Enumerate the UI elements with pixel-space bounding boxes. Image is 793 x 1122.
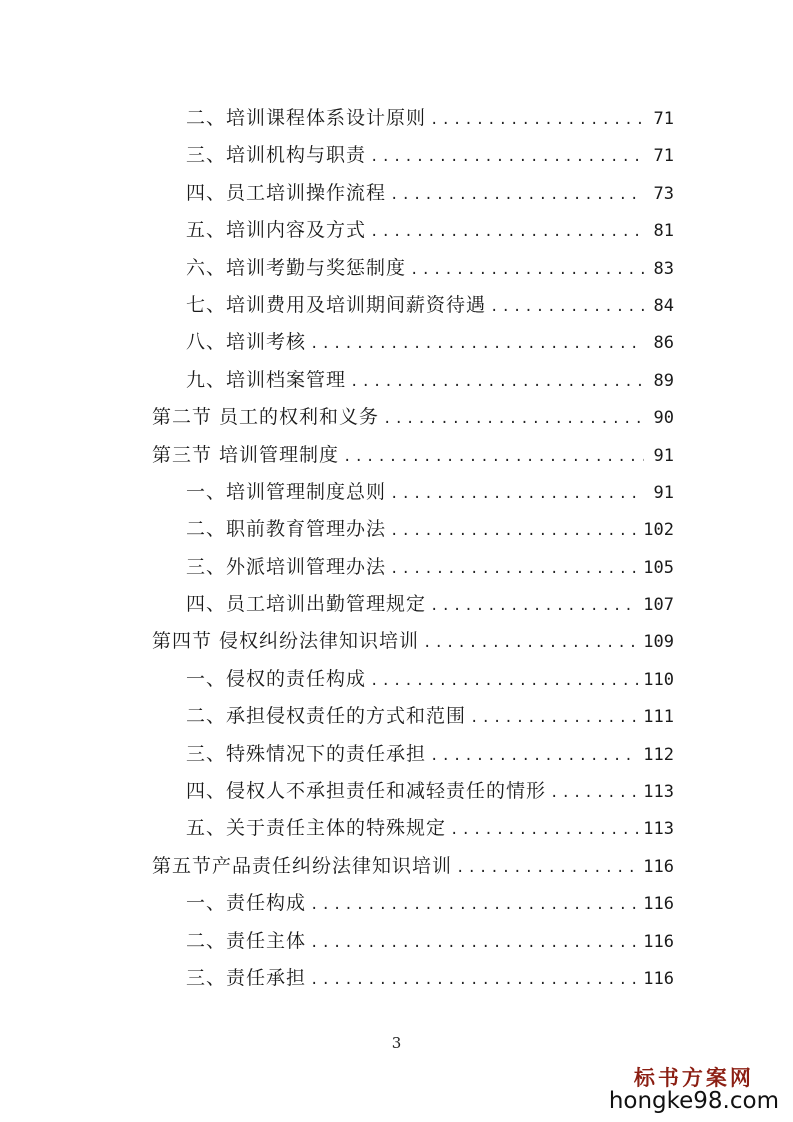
toc-entry-title: 六、培训考勤与奖惩制度 — [186, 256, 407, 279]
toc-entry-page-number: 91 — [653, 445, 674, 466]
toc-entry-page-number: 109 — [643, 632, 674, 653]
toc-dot-leader — [470, 700, 639, 737]
toc-entry[interactable] — [152, 885, 674, 922]
toc-dot-leader — [423, 625, 639, 662]
toc-entry-page-number: 89 — [653, 370, 674, 391]
toc-entry-title: 二、培训课程体系设计原则 — [186, 107, 427, 129]
toc-entry-title: 三、责任承担 — [186, 966, 307, 989]
toc-entry[interactable] — [152, 623, 674, 660]
toc-dot-leader — [370, 139, 644, 176]
toc-entry-page-number: 84 — [653, 295, 674, 316]
toc-entry[interactable] — [152, 437, 674, 474]
toc-dot-leader — [450, 812, 639, 849]
toc-entry[interactable] — [152, 399, 674, 436]
toc-entry-title: 三、特殊情况下的责任承担 — [186, 742, 427, 765]
toc-entry-page-number: 113 — [643, 782, 674, 803]
toc-entry-page-number: 83 — [653, 258, 674, 279]
toc-dot-leader — [370, 663, 639, 700]
table-of-contents — [152, 100, 674, 997]
toc-entry-page-number: 91 — [653, 482, 674, 503]
toc-entry-title: 一、责任构成 — [186, 892, 307, 915]
toc-dot-leader — [430, 102, 644, 139]
toc-entry-title: 第四节 侵权纠纷法律知识培训 — [152, 630, 420, 653]
toc-entry-page-number: 73 — [653, 183, 674, 204]
toc-entry-page-number: 112 — [643, 744, 674, 765]
toc-entry-page-number: 90 — [653, 408, 674, 429]
toc-entry-title: 第五节产品责任纠纷法律知识培训 — [152, 854, 453, 877]
toc-entry-page-number: 116 — [643, 894, 674, 915]
toc-entry-title: 三、培训机构与职责 — [186, 144, 367, 167]
toc-dot-leader — [310, 887, 639, 924]
toc-entry[interactable] — [152, 175, 674, 212]
toc-entry-page-number: 113 — [643, 819, 674, 840]
toc-entry-title: 一、培训管理制度总则 — [186, 480, 387, 503]
toc-entry-page-number: 71 — [653, 109, 674, 129]
toc-dot-leader — [383, 401, 644, 438]
toc-entry[interactable] — [152, 511, 674, 548]
toc-dot-leader — [390, 476, 644, 513]
toc-entry-page-number: 71 — [653, 146, 674, 167]
toc-entry-page-number: 102 — [643, 520, 674, 541]
toc-entry-page-number: 116 — [643, 968, 674, 989]
toc-dot-leader — [456, 850, 639, 887]
toc-dot-leader — [390, 551, 639, 588]
toc-entry-title: 五、培训内容及方式 — [186, 219, 367, 242]
toc-entry-page-number: 110 — [643, 669, 674, 690]
toc-entry-title: 五、关于责任主体的特殊规定 — [186, 817, 447, 840]
toc-entry-title: 二、承担侵权责任的方式和范围 — [186, 705, 467, 728]
toc-dot-leader — [310, 962, 639, 999]
watermark-logo-text: 标书方案网 — [633, 1064, 754, 1090]
toc-entry[interactable] — [152, 773, 674, 810]
toc-entry-page-number: 81 — [653, 221, 674, 242]
toc-dot-leader — [350, 364, 644, 401]
toc-dot-leader — [343, 439, 644, 476]
toc-dot-leader — [550, 775, 639, 812]
toc-entry[interactable] — [152, 137, 674, 174]
toc-entry-title: 七、培训费用及培训期间薪资待遇 — [186, 293, 487, 316]
toc-entry[interactable] — [152, 661, 674, 698]
toc-entry-page-number: 105 — [643, 557, 674, 578]
toc-entry-page-number: 107 — [643, 595, 674, 616]
toc-dot-leader — [410, 252, 644, 289]
toc-entry-title: 四、员工培训出勤管理规定 — [186, 593, 427, 616]
toc-entry[interactable] — [152, 324, 674, 361]
toc-dot-leader — [310, 326, 644, 363]
toc-dot-leader — [430, 738, 639, 775]
site-watermark — [609, 1066, 779, 1114]
toc-entry-page-number: 86 — [653, 333, 674, 354]
toc-dot-leader — [430, 588, 639, 625]
toc-entry-title: 一、侵权的责任构成 — [186, 667, 367, 690]
toc-entry[interactable] — [152, 549, 674, 586]
toc-entry-page-number: 116 — [643, 931, 674, 952]
toc-entry[interactable] — [152, 848, 674, 885]
toc-entry-title: 二、责任主体 — [186, 929, 307, 952]
toc-entry-title: 四、侵权人不承担责任和减轻责任的情形 — [186, 780, 547, 803]
toc-dot-leader — [390, 513, 639, 550]
toc-dot-leader — [370, 214, 644, 251]
toc-entry-title: 八、培训考核 — [186, 331, 307, 354]
toc-entry-title: 二、职前教育管理办法 — [186, 518, 387, 541]
toc-dot-leader — [490, 289, 644, 326]
toc-entry[interactable] — [152, 287, 674, 324]
toc-entry-title: 九、培训档案管理 — [186, 368, 347, 391]
toc-entry[interactable] — [152, 810, 674, 847]
toc-dot-leader — [310, 925, 639, 962]
toc-entry[interactable] — [152, 250, 674, 287]
toc-entry-title: 第三节 培训管理制度 — [152, 443, 340, 466]
toc-entry[interactable] — [152, 212, 674, 249]
toc-entry-page-number: 116 — [643, 856, 674, 877]
toc-entry[interactable] — [152, 586, 674, 623]
toc-dot-leader — [390, 177, 644, 214]
toc-entry[interactable] — [152, 923, 674, 960]
toc-entry-page-number: 111 — [643, 707, 674, 728]
page-number: 3 — [391, 1034, 402, 1052]
toc-entry-title: 第二节 员工的权利和义务 — [152, 406, 380, 429]
toc-entry[interactable] — [152, 698, 674, 735]
toc-entry[interactable] — [152, 474, 674, 511]
toc-entry[interactable] — [152, 362, 674, 399]
toc-entry-title: 四、员工培训操作流程 — [186, 181, 387, 204]
watermark-url: hongke98.com — [608, 1087, 779, 1114]
toc-entry[interactable] — [152, 960, 674, 997]
toc-entry[interactable] — [152, 100, 674, 137]
toc-entry[interactable] — [152, 736, 674, 773]
toc-entry-title: 三、外派培训管理办法 — [186, 555, 387, 578]
